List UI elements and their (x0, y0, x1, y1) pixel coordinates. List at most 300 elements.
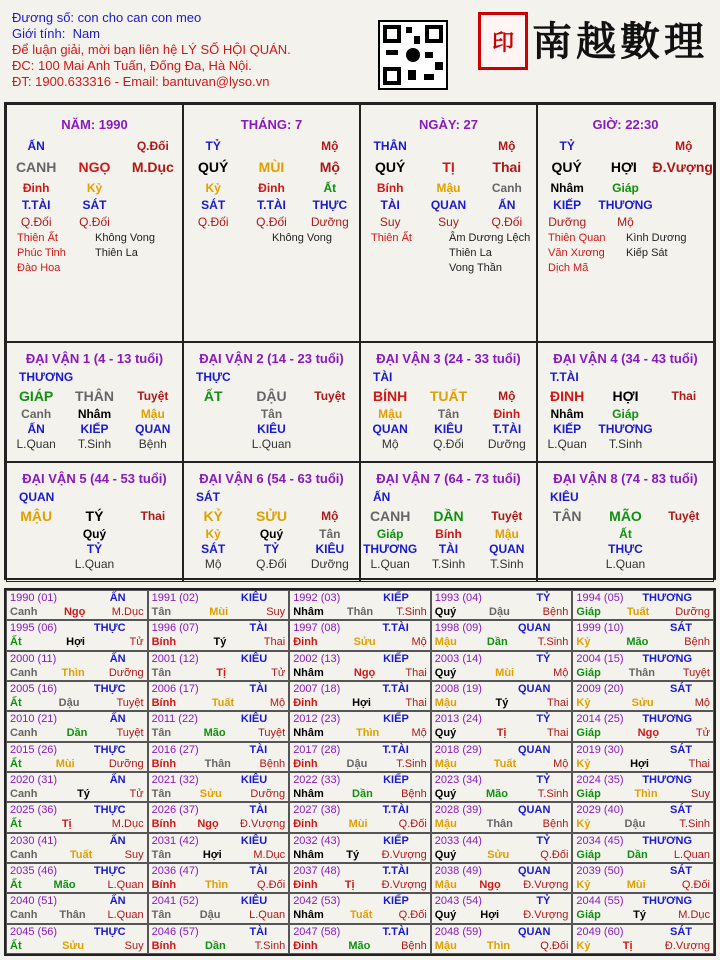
stars-right (272, 231, 332, 246)
branch: HỢI (610, 159, 637, 175)
year-label: 2010 (21) (10, 713, 58, 726)
year-top (293, 743, 427, 757)
pillar-stem-branch (184, 159, 359, 176)
dai-van-stem-branch (7, 508, 182, 525)
year-god: T.TÀI (382, 804, 409, 817)
ten-god: TỶ (559, 139, 575, 153)
year-cell (6, 772, 148, 802)
year-cell (148, 833, 290, 863)
year-cell (289, 681, 431, 711)
year-cell (431, 772, 573, 802)
year-stage: T.Sinh (396, 606, 427, 618)
dai-van-god: SÁT (196, 490, 220, 504)
year-god: T.TÀI (382, 865, 409, 877)
year-stem: Đinh (293, 818, 318, 831)
hidden-stems (361, 180, 536, 231)
year-bottom (293, 757, 427, 771)
stars-right (95, 231, 155, 261)
stem: QUÝ (197, 159, 229, 175)
stars-left (548, 231, 605, 276)
year-branch: Ngọ (197, 818, 219, 831)
year-cell (431, 833, 573, 863)
pillar-title: NĂM: 1990 (61, 117, 128, 132)
year-stage: Thai (688, 757, 710, 770)
year-stem: Tân (151, 909, 172, 922)
hidden-god (7, 542, 65, 557)
dai-van-stem-branch (538, 508, 713, 525)
year-bottom (152, 878, 286, 892)
year-branch: Tý (213, 636, 227, 649)
hidden-stem: Ất (323, 181, 337, 195)
year-top (152, 803, 286, 817)
year-branch: Ngọ (637, 727, 660, 740)
hidden-stem: Tân (260, 407, 283, 421)
year-branch: Tý (346, 848, 360, 861)
hidden-stage: L.Quan (16, 437, 56, 451)
year-branch: Thìn (204, 879, 229, 891)
year-top (152, 925, 286, 939)
ten-god: THÂN (373, 139, 407, 153)
year-top (10, 621, 144, 635)
dai-van-cell (183, 462, 360, 582)
dai-van-stem-branch (184, 388, 359, 405)
year-bottom (152, 787, 286, 801)
year-god: SÁT (670, 683, 692, 695)
year-branch: Mão (203, 727, 226, 740)
year-god: THƯƠNG (642, 713, 692, 726)
year-stage: M.Dục (111, 818, 144, 831)
dai-van-hidden (361, 527, 536, 572)
qr-code-icon[interactable] (378, 20, 448, 90)
year-stage: L.Quan (673, 848, 710, 861)
year-god: KIẾP (383, 713, 409, 726)
year-bottom (152, 605, 286, 619)
year-stage: Đ.Vượng (523, 879, 569, 891)
year-cell (572, 863, 714, 893)
year-branch: Tị (622, 939, 633, 952)
year-stage: Q.Đối (257, 879, 286, 891)
year-cell (6, 863, 148, 893)
branch: DẬU (256, 388, 287, 404)
year-top (576, 864, 710, 878)
hidden-stage: Dưỡng (487, 437, 526, 451)
year-bottom (10, 696, 144, 710)
year-bottom (435, 787, 569, 801)
year-bottom (10, 939, 144, 953)
year-label: 1996 (07) (151, 622, 199, 635)
year-stage: Bệnh (401, 788, 427, 800)
year-label: 2027 (38) (293, 804, 341, 817)
year-top (576, 682, 710, 696)
year-top (435, 803, 569, 817)
year-bottom (435, 696, 569, 710)
dai-van-title: ĐẠI VẬN 2 (14 - 23 tuổi) (199, 351, 344, 366)
hidden-god: ẤN (498, 198, 516, 212)
year-label: 2019 (30) (576, 743, 624, 756)
year-top (435, 743, 569, 757)
hidden-stage: Suy (379, 215, 401, 229)
year-stage: Bệnh (401, 939, 427, 952)
year-label: 2048 (59) (434, 925, 482, 938)
stage: M.Dục (131, 159, 174, 175)
year-stem: Đinh (293, 879, 318, 891)
year-cell (572, 681, 714, 711)
hidden-stage: Mộ (617, 215, 634, 229)
branch: TÝ (85, 508, 104, 524)
year-bottom (293, 726, 427, 740)
stage: Mộ (675, 139, 693, 153)
year-cell (431, 711, 573, 741)
year-label: 2026 (37) (151, 804, 199, 817)
year-stage: Q.Đối (540, 848, 569, 861)
hidden-stem (655, 527, 713, 542)
stage: Q.Đối (136, 139, 169, 153)
year-stem: Bính (151, 697, 177, 709)
hidden-stage: Q.Đối (20, 215, 52, 229)
hidden-stem: Giáp (612, 407, 639, 421)
year-stem: Giáp (576, 606, 601, 618)
yearly-table (4, 588, 716, 956)
stem: CANH (369, 508, 411, 524)
year-branch: Tị (61, 818, 72, 831)
year-bottom (435, 878, 569, 892)
stem: TÂN (552, 508, 582, 524)
year-label: 2029 (40) (576, 804, 624, 817)
pillar-title: NGÀY: 27 (419, 117, 478, 132)
stage: Tuyệt (314, 389, 346, 403)
year-label: 2003 (14) (434, 652, 482, 665)
year-branch: Thân (59, 909, 86, 922)
year-label: 2036 (47) (151, 865, 199, 877)
year-label: 2034 (45) (576, 834, 624, 847)
hidden-stem: Quý (259, 527, 284, 541)
dai-van-god: ẤN (373, 490, 391, 504)
year-stage: Bệnh (259, 757, 286, 770)
year-god: T.TÀI (382, 925, 409, 938)
hidden-stems (538, 180, 713, 231)
year-cell (6, 833, 148, 863)
year-bottom (293, 939, 427, 953)
year-god: T.TÀI (382, 743, 409, 756)
year-stage: Dưỡng (108, 666, 144, 679)
year-god: SÁT (670, 804, 692, 817)
hidden-god: KIẾP (80, 422, 109, 436)
year-label: 1997 (08) (293, 622, 341, 635)
year-cell (289, 772, 431, 802)
dai-van-title: ĐẠI VẬN 3 (24 - 33 tuổi) (376, 351, 521, 366)
year-stem: Giáp (576, 666, 601, 679)
year-cell (148, 863, 290, 893)
hidden-god: SÁT (201, 542, 226, 556)
year-branch: Dậu (199, 909, 221, 922)
hidden-stage: T.Sinh (431, 557, 466, 571)
gender-label: Giới tính: (12, 26, 66, 41)
dai-van-stem-branch (538, 388, 713, 405)
year-bottom (293, 787, 427, 801)
year-stem: Tân (151, 727, 172, 740)
year-top (576, 652, 710, 666)
year-cell (431, 590, 573, 620)
year-top (435, 652, 569, 666)
year-stage: Q.Đối (398, 909, 427, 922)
year-label: 2035 (46) (10, 865, 58, 877)
hidden-stage (538, 557, 596, 572)
dai-van-title: ĐẠI VẬN 7 (64 - 73 tuổi) (376, 471, 521, 486)
year-bottom (10, 908, 144, 922)
year-god: ẤN (109, 774, 126, 786)
hidden-god: TỶ (263, 542, 280, 556)
year-bottom (435, 939, 569, 953)
hidden-stage: Mộ (381, 437, 399, 451)
year-god: TỶ (536, 652, 551, 665)
star: Không Vong (95, 232, 155, 244)
year-branch: Tuất (493, 757, 517, 770)
year-god: T.TÀI (382, 683, 409, 695)
dai-van-title: ĐẠI VẬN 5 (44 - 53 tuổi) (22, 471, 167, 486)
year-stem: Bính (151, 818, 177, 831)
year-label: 1993 (04) (434, 592, 482, 604)
year-branch: Dậu (346, 757, 368, 770)
year-cell (289, 802, 431, 832)
dai-van-stem-branch (184, 508, 359, 525)
hidden-stem: Đinh (22, 181, 50, 195)
year-label: 2043 (54) (434, 895, 482, 908)
year-label: 1994 (05) (576, 592, 624, 604)
star: Kiếp Sát (626, 247, 668, 259)
year-god: TỶ (536, 834, 551, 847)
year-stem: Giáp (576, 848, 601, 861)
year-stem: Mậu (434, 757, 457, 770)
year-bottom (435, 726, 569, 740)
hidden-stem: Đinh (258, 181, 285, 195)
dai-van-cell (360, 342, 537, 462)
year-top (576, 834, 710, 848)
year-label: 1995 (06) (10, 622, 58, 635)
year-bottom (435, 908, 569, 922)
year-top (435, 712, 569, 726)
year-stage: Bệnh (542, 818, 569, 831)
year-stem: Quý (434, 848, 457, 861)
year-stem: Kỷ (576, 636, 591, 649)
year-god: THỰC (93, 622, 126, 635)
year-cell (148, 681, 290, 711)
year-branch: Ngọ (63, 606, 86, 618)
year-stem: Ất (10, 697, 22, 709)
year-top (152, 834, 286, 848)
year-cell (6, 802, 148, 832)
year-cell (572, 651, 714, 681)
year-top (10, 864, 144, 878)
year-label: 2008 (19) (434, 683, 482, 695)
year-cell (572, 711, 714, 741)
year-bottom (576, 666, 710, 680)
hidden-god: T.TÀI (21, 198, 51, 212)
year-stem: Ất (10, 879, 22, 891)
year-bottom (576, 726, 710, 740)
year-cell (148, 590, 290, 620)
year-label: 2011 (22) (151, 713, 198, 726)
year-god: KIÊU (240, 834, 268, 847)
year-bottom (152, 908, 286, 922)
year-stem: Tân (151, 848, 172, 861)
hidden-stem: Canh (21, 407, 52, 421)
year-stem: Tân (151, 788, 172, 800)
year-stem: Giáp (576, 788, 601, 800)
year-top (576, 621, 710, 635)
year-bottom (293, 817, 427, 831)
year-label: 2025 (36) (10, 804, 58, 817)
stage: Thai (671, 389, 697, 403)
year-branch: Mão (348, 939, 371, 952)
year-branch: Mão (53, 879, 76, 891)
year-stage: Thai (405, 697, 427, 709)
year-label: 2005 (16) (10, 683, 58, 695)
year-bottom (10, 605, 144, 619)
year-stage: Thai (405, 666, 427, 679)
pillar-rows (7, 138, 182, 155)
hidden-stem (301, 407, 359, 422)
year-god: THỰC (93, 925, 126, 938)
year-top (293, 925, 427, 939)
year-label: 2012 (23) (293, 713, 341, 726)
year-label: 2004 (15) (576, 652, 624, 665)
hidden-stage: Mộ (204, 557, 222, 571)
year-top (293, 712, 427, 726)
year-top (152, 773, 286, 787)
year-top (576, 743, 710, 757)
year-god: SÁT (670, 865, 692, 877)
branch: TUẤT (429, 388, 468, 404)
year-god: QUAN (518, 925, 551, 938)
star: Phúc Tinh (17, 247, 66, 259)
year-god: SÁT (670, 743, 692, 756)
year-god: THỰC (93, 804, 126, 817)
year-stage: Mộ (269, 697, 286, 709)
year-bottom (293, 878, 427, 892)
year-cell (289, 711, 431, 741)
year-stage: Dưỡng (108, 757, 144, 770)
year-top (10, 803, 144, 817)
year-stage: M.Dục (111, 606, 144, 618)
year-stem: Kỷ (576, 879, 591, 891)
year-branch: Dậu (489, 606, 510, 618)
dai-van-hidden (184, 407, 359, 452)
hidden-god: QUAN (430, 198, 467, 212)
year-bottom (435, 757, 569, 771)
year-god: TÀI (249, 622, 268, 635)
year-god: ẤN (109, 834, 126, 847)
year-top (10, 591, 144, 605)
year-cell (431, 863, 573, 893)
stage: Tuyệt (668, 509, 700, 523)
year-god: QUAN (518, 683, 551, 695)
hidden-god: TỶ (86, 542, 103, 556)
hidden-stem: Quý (82, 527, 107, 541)
year-stem: Mậu (434, 879, 457, 891)
stage: Đ.Vượng (652, 159, 713, 175)
hidden-stem (538, 527, 596, 542)
year-top (293, 591, 427, 605)
contact-line: Để luận giải, mời bạn liên hệ LÝ SỐ HỘI QUÁN. (12, 42, 291, 57)
year-branch: Ngọ (479, 879, 501, 891)
ten-god: TỶ (205, 139, 221, 153)
year-cell (289, 590, 431, 620)
hidden-stem (655, 180, 713, 197)
year-bottom (152, 635, 286, 649)
year-cell (431, 620, 573, 650)
year-bottom (576, 878, 710, 892)
hidden-stage (184, 437, 242, 452)
dai-van-cell (360, 462, 537, 582)
dai-van-god: KIÊU (550, 490, 579, 504)
year-top (293, 894, 427, 908)
year-branch: Mùi (348, 818, 368, 831)
year-stage: Tử (129, 636, 144, 649)
stem: KỶ (203, 508, 223, 524)
year-god: THƯƠNG (642, 592, 692, 604)
phone-email-line: ĐT: 1900.633316 - Email: bantuvan@lyso.vn (12, 74, 270, 89)
year-branch: Tý (633, 909, 646, 922)
year-god: ẤN (109, 895, 126, 908)
hidden-stems (184, 180, 359, 231)
hidden-stage: T.Sinh (490, 557, 524, 571)
year-god: QUAN (518, 865, 551, 877)
year-branch: Tị (216, 666, 227, 679)
year-stage: Bệnh (684, 636, 710, 649)
hidden-god: THƯƠNG (598, 422, 653, 436)
year-top (152, 894, 286, 908)
year-stage: M.Dục (678, 909, 710, 922)
year-branch: Mùi (55, 757, 75, 770)
year-branch: Hợi (630, 757, 649, 770)
year-top (576, 925, 710, 939)
branch: TỊ (442, 159, 455, 175)
year-branch: Thìn (634, 788, 658, 800)
year-god: TÀI (249, 865, 268, 877)
hidden-god (124, 542, 182, 557)
year-stem: Quý (434, 909, 457, 922)
dai-van-cell (537, 462, 714, 582)
year-label: 1999 (10) (576, 622, 624, 635)
year-stem: Đinh (293, 757, 318, 770)
year-top (435, 591, 569, 605)
year-stem: Quý (434, 606, 457, 618)
hidden-god: KIÊU (315, 542, 345, 556)
pillar-cell (183, 104, 360, 342)
year-god: TÀI (249, 925, 268, 938)
year-cell (572, 893, 714, 923)
dai-van-stem-branch (7, 388, 182, 405)
seal-stamp: 印 (478, 12, 528, 70)
year-god: TỶ (536, 895, 551, 908)
year-bottom (576, 817, 710, 831)
year-stage: Tuyệt (682, 666, 710, 679)
dai-van-god: TÀI (373, 370, 393, 384)
year-stage: T.Sinh (537, 636, 569, 649)
hidden-stem: Đinh (493, 407, 521, 421)
year-top (152, 682, 286, 696)
year-top (435, 894, 569, 908)
year-cell (431, 924, 573, 954)
stem: BÍNH (373, 388, 408, 404)
year-label: 2046 (57) (151, 925, 199, 938)
hidden-stem: Mậu (140, 407, 165, 421)
year-branch: Thìn (486, 939, 511, 952)
year-cell (148, 772, 290, 802)
hidden-god: ẤN (27, 422, 45, 436)
hidden-stem (124, 527, 182, 542)
year-top (10, 743, 144, 757)
